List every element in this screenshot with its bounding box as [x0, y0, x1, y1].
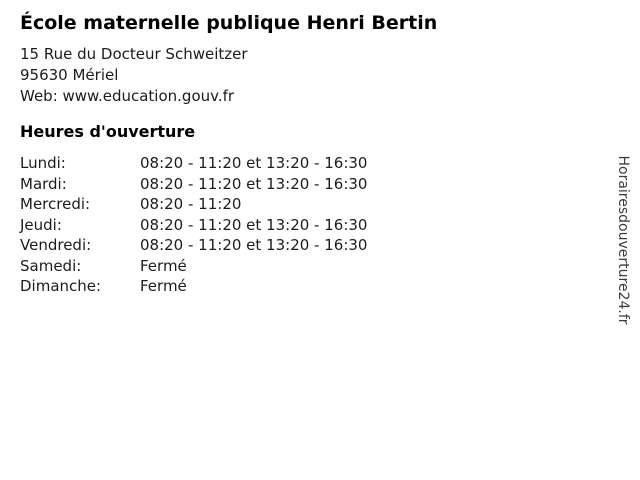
- hours-value: 08:20 - 11:20 et 13:20 - 16:30: [140, 236, 368, 254]
- hours-row-saturday: [20, 256, 367, 277]
- hours-row-thursday: [20, 215, 367, 236]
- page-title: École maternelle publique Henri Bertin: [20, 12, 438, 34]
- address-city: 95630 Mériel: [20, 66, 119, 84]
- hours-row-monday: [20, 153, 367, 174]
- day-label: Lundi:: [20, 154, 66, 172]
- watermark-vertical-text: Horairesdouverture24.fr: [615, 155, 631, 325]
- hours-row-wednesday: [20, 194, 367, 215]
- address-street: 15 Rue du Docteur Schweitzer: [20, 45, 248, 63]
- day-label: Jeudi:: [20, 215, 62, 234]
- day-label: Mercredi:: [20, 195, 91, 213]
- day-label: Mardi:: [20, 174, 67, 193]
- hours-value: 08:20 - 11:20 et 13:20 - 16:30: [140, 215, 368, 234]
- hours-row-friday: [20, 235, 367, 256]
- hours-value: 08:20 - 11:20 et 13:20 - 16:30: [140, 174, 368, 193]
- hours-value: 08:20 - 11:20 et 13:20 - 16:30: [140, 154, 368, 172]
- opening-hours-heading: Heures d'ouverture: [20, 122, 196, 141]
- address-block: [20, 44, 248, 107]
- day-label: Dimanche:: [20, 277, 102, 295]
- day-label: Vendredi:: [20, 236, 92, 254]
- opening-hours-table: [20, 153, 367, 297]
- hours-row-tuesday: [20, 174, 367, 195]
- hours-value: Fermé: [140, 256, 187, 275]
- day-label: Samedi:: [20, 256, 82, 275]
- hours-value: 08:20 - 11:20: [140, 195, 242, 213]
- website-line: Web: www.education.gouv.fr: [20, 87, 235, 105]
- hours-value: Fermé: [140, 277, 187, 295]
- hours-row-sunday: [20, 276, 367, 297]
